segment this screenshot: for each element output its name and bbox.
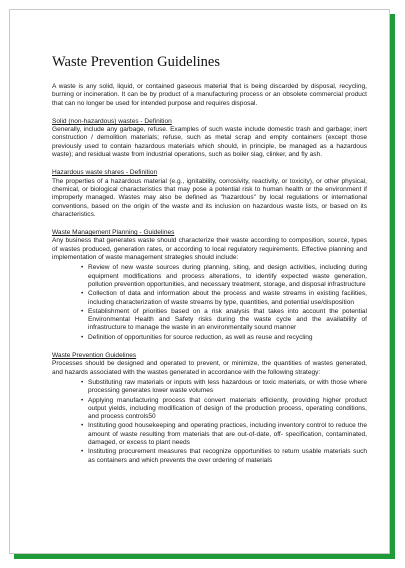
list-item: • Applying manufacturing process that convert materials efficiently, providing higher product output yields, including modification of design of the production process, operating conditions, and process controls50 — [88, 397, 367, 422]
section-body-solid-waste: Generally, include any garbage, refuse. Examples of such waste include domestic trash and garbage; inert construction / demolition materials; refuse, such as metal scrap and empty containers (except those previously used to contain hazardous materials which should, in principle, be managed as a hazardous waste); and residual waste from industrial operations, such as boiler slag, clinker, and fly ash. — [52, 126, 367, 159]
section-heading-waste-prevention: Waste Prevention Guidelines — [52, 352, 137, 360]
list-item: • Instituting procurement measures that recognize opportunities to return usable materials such as containers and which prevents the over ordering of materials — [88, 448, 367, 465]
section-body-waste-prevention: Processes should be designed and operated to prevent, or minimize, the quantities of wastes generated, and hazards associated with the wastes generated in accordance with the following strategy: — [52, 360, 367, 376]
list-item: • Instituting good housekeeping and operating practices, including inventory control to reduce the amount of waste resulting from materials that are out-of-date, off- specification, contaminated, damaged, or excess to plant needs — [88, 422, 367, 447]
section-body-hazardous-waste: The properties of a hazardous material (e.g., ignitability, corrosivity, reactivity, or toxicity), or other physical, chemical, or biological characteristics that may pose a potential risk to human health or the environment if improperly managed. Wastes may also be defined as "hazardous" by local regulations or international conventions, based on the origin of the waste and its inclusion on hazardous waste lists, or based on its characteristics. — [52, 177, 367, 218]
section-heading-waste-management: Waste Management Planning - Guidelines — [52, 229, 175, 237]
waste-prevention-list — [52, 379, 367, 465]
page-title: Waste Prevention Guidelines — [52, 54, 220, 70]
document-page — [9, 9, 390, 554]
section-heading-hazardous-waste: Hazardous waste shares - Definition — [52, 169, 158, 177]
section-body-waste-management: Any business that generates waste should characterize their waste according to composition, source, types of wastes produced, generation rates, or according to local regulatory requirements. Effective planning and implementation of waste management strategies should include: — [52, 237, 367, 262]
intro-paragraph: A waste is any solid, liquid, or contained gaseous material that is being discarded by disposal, recycling, burning or incineration. It can be by product of a manufacturing process or an obsolete commercial product that can no longer be used for intended purpose and requires disposal. — [52, 83, 367, 107]
list-item: • Collection of data and information about the process and waste streams in existing facilities, including characterization of waste streams by type, quantities, and potential use/disposition — [88, 290, 367, 307]
list-item: • Review of new waste sources during planning, siting, and design activities, including during equipment modifications and process alterations, to identify expected waste generation, pollution prevention opportunities, and necessary treatment, storage, and disposal infrastructure — [88, 264, 367, 289]
list-item: • Establishment of priorities based on a risk analysis that takes into account the potential Environmental Health and Safety risks during the waste cycle and the availability of infrastructure to manage the waste in an environmentally sound manner — [88, 308, 367, 333]
waste-management-list — [52, 264, 367, 342]
section-heading-solid-waste: Solid (non-hazardous) wastes - Definition — [52, 117, 172, 125]
list-item: • Definition of opportunities for source reduction, as well as reuse and recycling — [88, 334, 367, 342]
list-item: • Substituting raw materials or inputs with less hazardous or toxic materials, or with those where processing generates lower waste volumes — [88, 379, 367, 396]
